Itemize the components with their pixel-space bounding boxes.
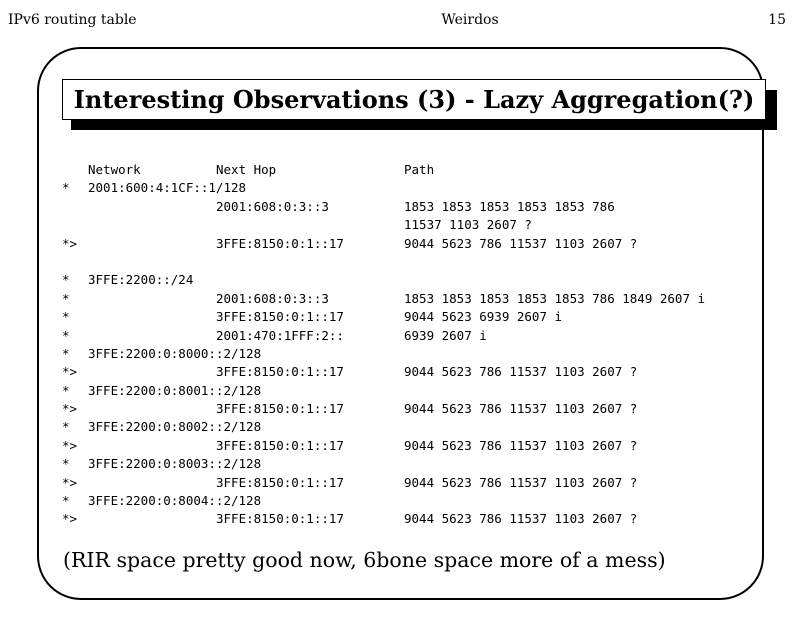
route-next-hop: 3FFE:8150:0:1::17 [216,437,344,453]
table-row [62,456,762,474]
table-row [62,199,762,217]
route-path: 9044 5623 786 11537 1103 2607 ? [404,235,638,251]
header-chapter-title: Weirdos [441,12,499,28]
page-number: 15 [768,12,786,28]
route-status: * [62,382,70,398]
route-status: *> [62,437,78,453]
route-next-hop: 3FFE:8150:0:1::17 [216,309,344,325]
table-row [62,346,762,364]
column-header-network: Network [88,162,141,177]
table-row [62,236,762,254]
route-path: 1853 1853 1853 1853 1853 786 [404,198,615,214]
route-status: * [62,493,70,509]
table-row [62,419,762,437]
route-status: *> [62,235,78,251]
route-path: 9044 5623 786 11537 1103 2607 ? [404,511,638,527]
route-network: 3FFE:2200:0:8002::2/128 [88,419,262,435]
route-network: 3FFE:2200::/24 [88,272,194,288]
route-path: 11537 1103 2607 ? [404,217,532,233]
route-network: 3FFE:2200:0:8000::2/128 [88,345,262,361]
route-next-hop: 2001:470:1FFF:2:: [216,327,344,343]
route-path: 9044 5623 786 11537 1103 2607 ? [404,364,638,380]
route-network: 3FFE:2200:0:8003::2/128 [88,456,262,472]
route-path: 9044 5623 6939 2607 i [404,309,563,325]
table-row [62,291,762,309]
title-box [62,79,766,120]
route-status: *> [62,401,78,417]
table-row [62,438,762,456]
route-network: 3FFE:2200:0:8001::2/128 [88,382,262,398]
page-header [0,12,800,32]
table-row [62,493,762,511]
route-next-hop: 3FFE:8150:0:1::17 [216,401,344,417]
table-row [62,272,762,290]
route-next-hop: 3FFE:8150:0:1::17 [216,511,344,527]
table-row [62,511,762,529]
slide-title: Interesting Observations (3) - Lazy Aggregation(?) [73,85,755,114]
route-status: * [62,290,70,306]
table-row [62,328,762,346]
table-row [62,180,762,198]
table-spacer-row [62,254,762,272]
route-network: 3FFE:2200:0:8004::2/128 [88,493,262,509]
column-header-next-hop: Next Hop [216,162,277,177]
table-row [62,364,762,382]
route-status: * [62,272,70,288]
routing-table-body [62,180,762,529]
route-path: 1853 1853 1853 1853 1853 786 1849 2607 i [404,290,706,306]
column-header-path: Path [404,162,435,177]
route-status: *> [62,474,78,490]
table-row [62,383,762,401]
route-next-hop: 2001:608:0:3::3 [216,290,329,306]
route-status: *> [62,364,78,380]
table-row [62,401,762,419]
slide-note: (RIR space pretty good now, 6bone space more of a mess) [63,548,666,572]
route-path: 9044 5623 786 11537 1103 2607 ? [404,474,638,490]
route-next-hop: 3FFE:8150:0:1::17 [216,364,344,380]
route-status: * [62,456,70,472]
route-status: * [62,327,70,343]
route-status: *> [62,511,78,527]
table-row [62,475,762,493]
route-status: * [62,419,70,435]
routing-table-header [62,162,762,180]
route-path: 9044 5623 786 11537 1103 2607 ? [404,437,638,453]
route-path: 6939 2607 i [404,327,487,343]
routing-table [62,162,762,530]
table-row [62,217,762,235]
route-network: 2001:600:4:1CF::1/128 [88,180,247,196]
route-path: 9044 5623 786 11537 1103 2607 ? [404,401,638,417]
route-next-hop: 3FFE:8150:0:1::17 [216,474,344,490]
route-status: * [62,180,70,196]
route-next-hop: 3FFE:8150:0:1::17 [216,235,344,251]
route-status: * [62,345,70,361]
route-status: * [62,309,70,325]
table-row [62,309,762,327]
route-next-hop: 2001:608:0:3::3 [216,198,329,214]
header-section-title: IPv6 routing table [8,12,137,28]
